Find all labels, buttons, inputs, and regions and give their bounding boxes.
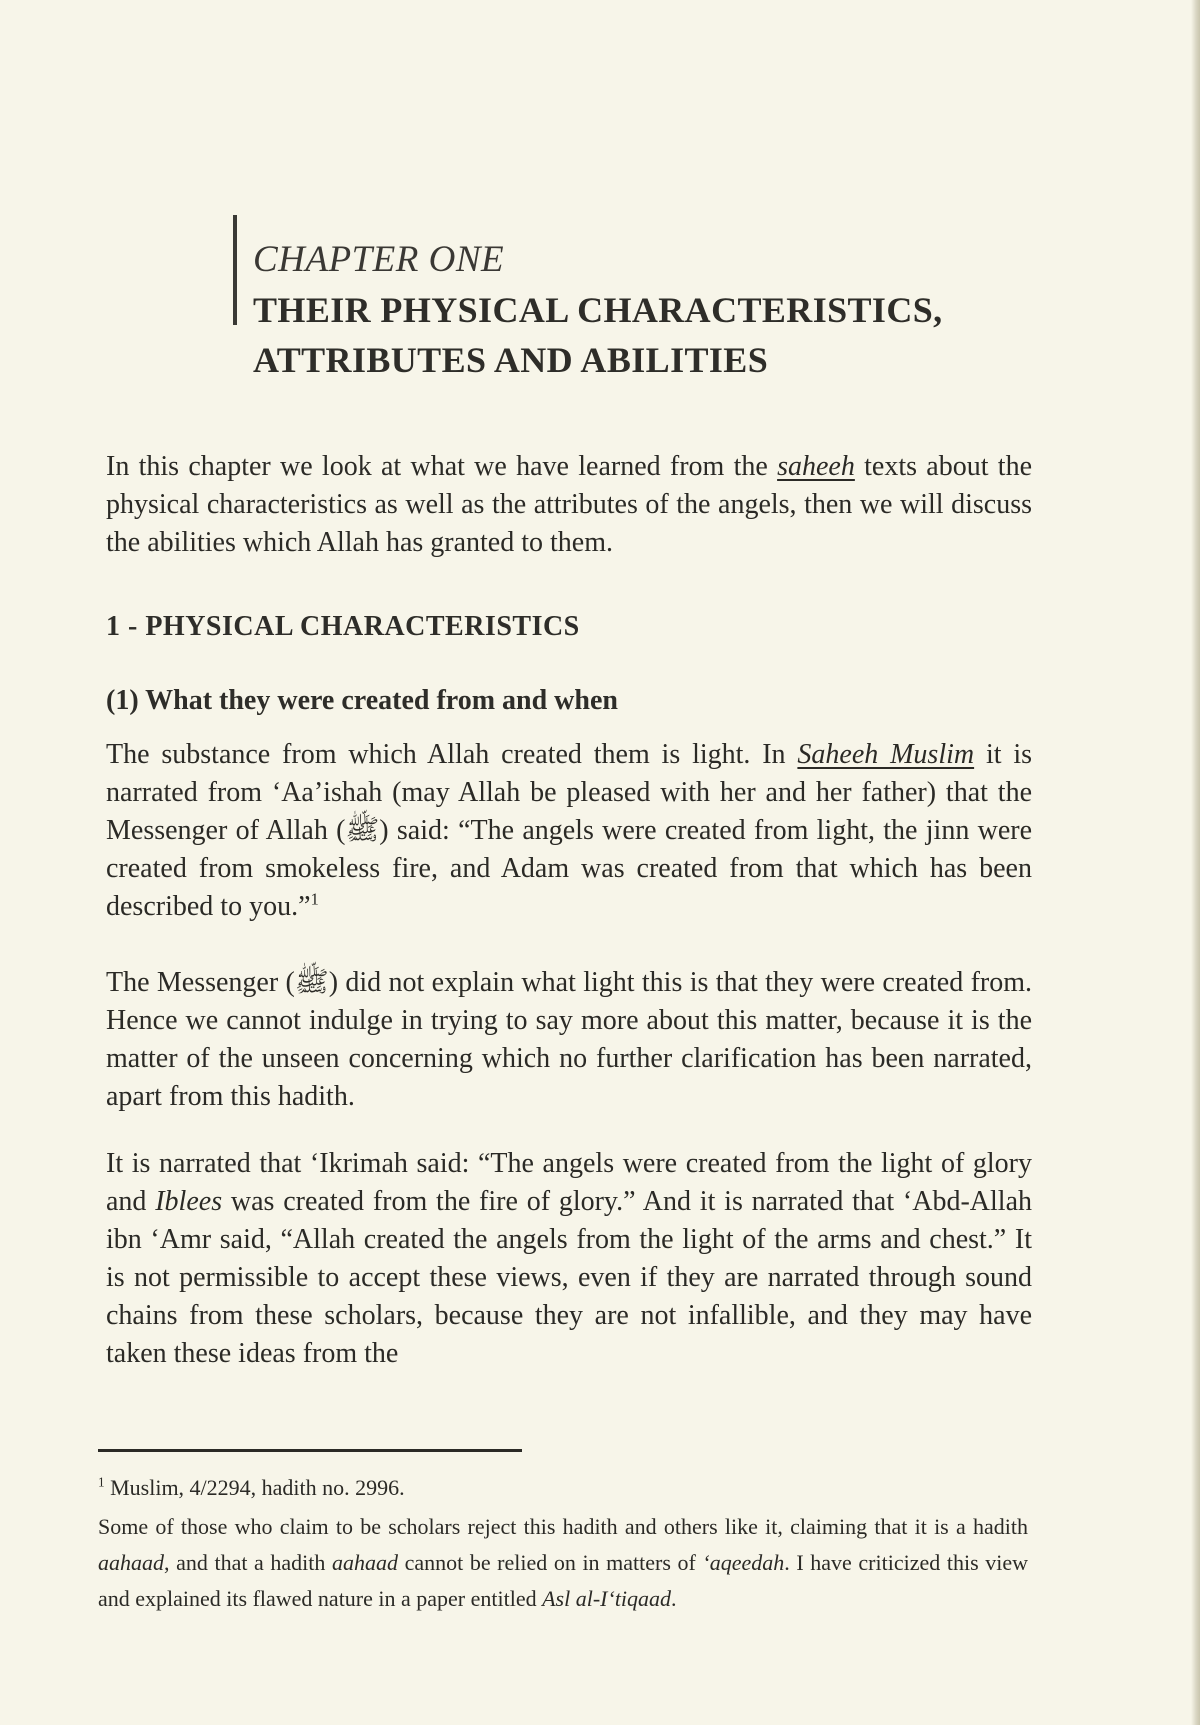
footnote-text-3: cannot be relied on in matters of <box>397 1550 703 1575</box>
subheading: (1) What they were created from and when <box>106 685 618 716</box>
footnote-divider <box>98 1449 522 1452</box>
footnote-text-1: Some of those who claim to be scholars reject this hadith and others like it, claiming that it is a hadith <box>98 1514 1028 1539</box>
paragraph-1 <box>106 736 1032 926</box>
section-heading: 1 - PHYSICAL CHARACTERISTICS <box>106 611 580 642</box>
chapter-title-line-1: THEIR PHYSICAL CHARACTERISTICS, <box>253 290 943 330</box>
footnote-paper-title: Asl al-I‘tiqaad <box>542 1586 672 1611</box>
chapter-title <box>253 285 1083 385</box>
footnote-note <box>98 1509 1028 1617</box>
paragraph-2: The Messenger (ﷺ) did not explain what light this is that they were created from. Hence we cannot indulge in trying to say more about this matter, because it is the matter of the unseen concerning which no further clarification has been narrated, apart from this hadith. <box>106 967 1033 1112</box>
para1-text-2: it is narrated from ‘Aa’ishah (may Allah be pleased with her and her father) that the Messenger of Allah (ﷺ) said: “The angels were created from light, the jinn were created from smokeless fire, and Adam was created from that which has been described to you.” <box>106 739 1033 922</box>
para1-text-1: The substance from which Allah created them is light. In <box>106 739 798 770</box>
paragraph-3 <box>106 1145 1032 1373</box>
footnote-text-2: , and that a hadith <box>164 1550 332 1575</box>
footnote-citation-text: Muslim, 4/2294, hadith no. 2996. <box>110 1475 405 1500</box>
para3-text-2: was created from the fire of glory.” And it is narrated that ‘Abd-Allah ibn ‘Amr said, “Allah created the angels from the light of the arms and chest.” It is not permissible to accept these views, even if they are narrated through sound chains from these scholars, because they are not infallible, and they may have taken these ideas from the <box>106 1186 1032 1369</box>
page-edge-shadow <box>1191 0 1200 1725</box>
footnote-citation <box>98 1470 1028 1506</box>
footnote-term-aahaad-1: aahaad <box>98 1550 164 1575</box>
footnote-text-5: . <box>671 1586 677 1611</box>
intro-text-2: texts about the physical characteristics as well as the attributes of the angels, then we will discuss the abilities which Allah has granted to them. <box>106 451 1032 558</box>
chapter-title-line-2: ATTRIBUTES AND ABILITIES <box>253 340 769 380</box>
para3-text-1: It is narrated that ‘Ikrimah said: “The angels were created from the light of glory and <box>106 1148 1032 1217</box>
footnote-term-aqeedah: ‘aqeedah <box>702 1550 785 1575</box>
chapter-accent-bar <box>233 215 237 325</box>
chapter-label: CHAPTER ONE <box>253 239 505 280</box>
footnote-marker[interactable]: 1 <box>310 889 319 909</box>
intro-text-1: In this chapter we look at what we have learned from the <box>106 451 778 482</box>
para3-term-iblees: Iblees <box>155 1186 223 1217</box>
intro-term-saheeh: saheeh <box>777 451 855 482</box>
footnote-number: 1 <box>98 1474 105 1490</box>
para1-source: Saheeh Muslim <box>797 739 975 770</box>
intro-paragraph <box>106 448 1032 562</box>
footnote-term-aahaad-2: aahaad <box>331 1550 398 1575</box>
footnote-text-4: . I have criticized this view and explained its flawed nature in a paper entitled <box>98 1550 1028 1611</box>
